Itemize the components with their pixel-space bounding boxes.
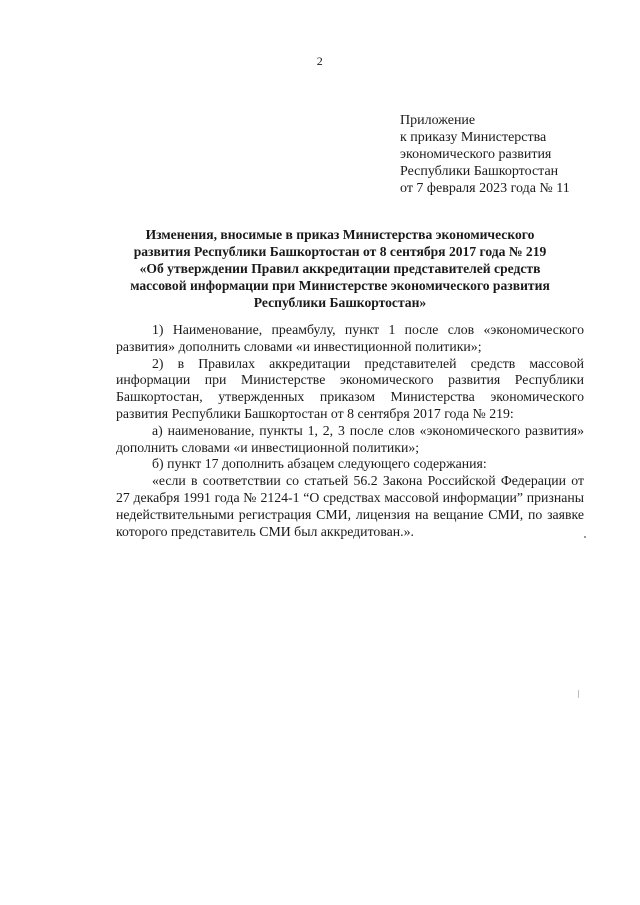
scan-speck [584,536,586,538]
title-line: Республики Башкортостан» [253,295,427,310]
paragraph-item-1: 1) Наименование, преамбулу, пункт 1 после слов «экономического развития» дополнить словами «и инвестиционной политики»; [116,322,584,354]
paragraph-quote: «если в соответствии со статьей 56.2 Закона Российской Федерации от 27 декабря 1991 года № 2124-1 “О средствах массовой информации” признаны недействительными регистрация СМИ, лицензия на вещание СМИ, по заявке которого представитель СМИ был аккредитован.». [116,473,584,539]
appendix-line: Приложение [400,113,476,128]
appendix-line: от 7 февраля 2023 года № 11 [400,181,570,196]
title-line: развития Республики Башкортостан от 8 сентября 2017 года № 219 [133,244,547,259]
appendix-line: к приказу Министерства [400,130,547,145]
paragraph-subitem-a: а) наименование, пункты 1, 2, 3 после слов «экономического развития» дополнить словами «и инвестиционной политики»; [116,422,584,455]
appendix-line: экономического развития [400,147,552,162]
paragraph-subitem-b: б) пункт 17 дополнить абзацем следующего содержания: [152,456,487,472]
document-body [116,322,584,540]
scan-speck [578,690,579,698]
document-title [80,226,600,311]
title-line: массовой информации при Министерстве экономического развития [130,278,550,293]
paragraph-item-2: 2) в Правилах аккредитации представителей средств массовой информации при Министерстве экономического развития Республики Башкортостан, утвержденных приказом Министерства экономического развития Республики Башкортостан от 8 сентября 2017 года № 219: [116,355,584,421]
appendix-line: Республики Башкортостан [400,164,559,179]
page-number: 2 [316,54,324,68]
title-line: Изменения, вносимые в приказ Министерства экономического [145,227,535,242]
appendix-header [400,112,570,197]
title-line: «Об утверждении Правил аккредитации представителей средств [139,261,541,276]
